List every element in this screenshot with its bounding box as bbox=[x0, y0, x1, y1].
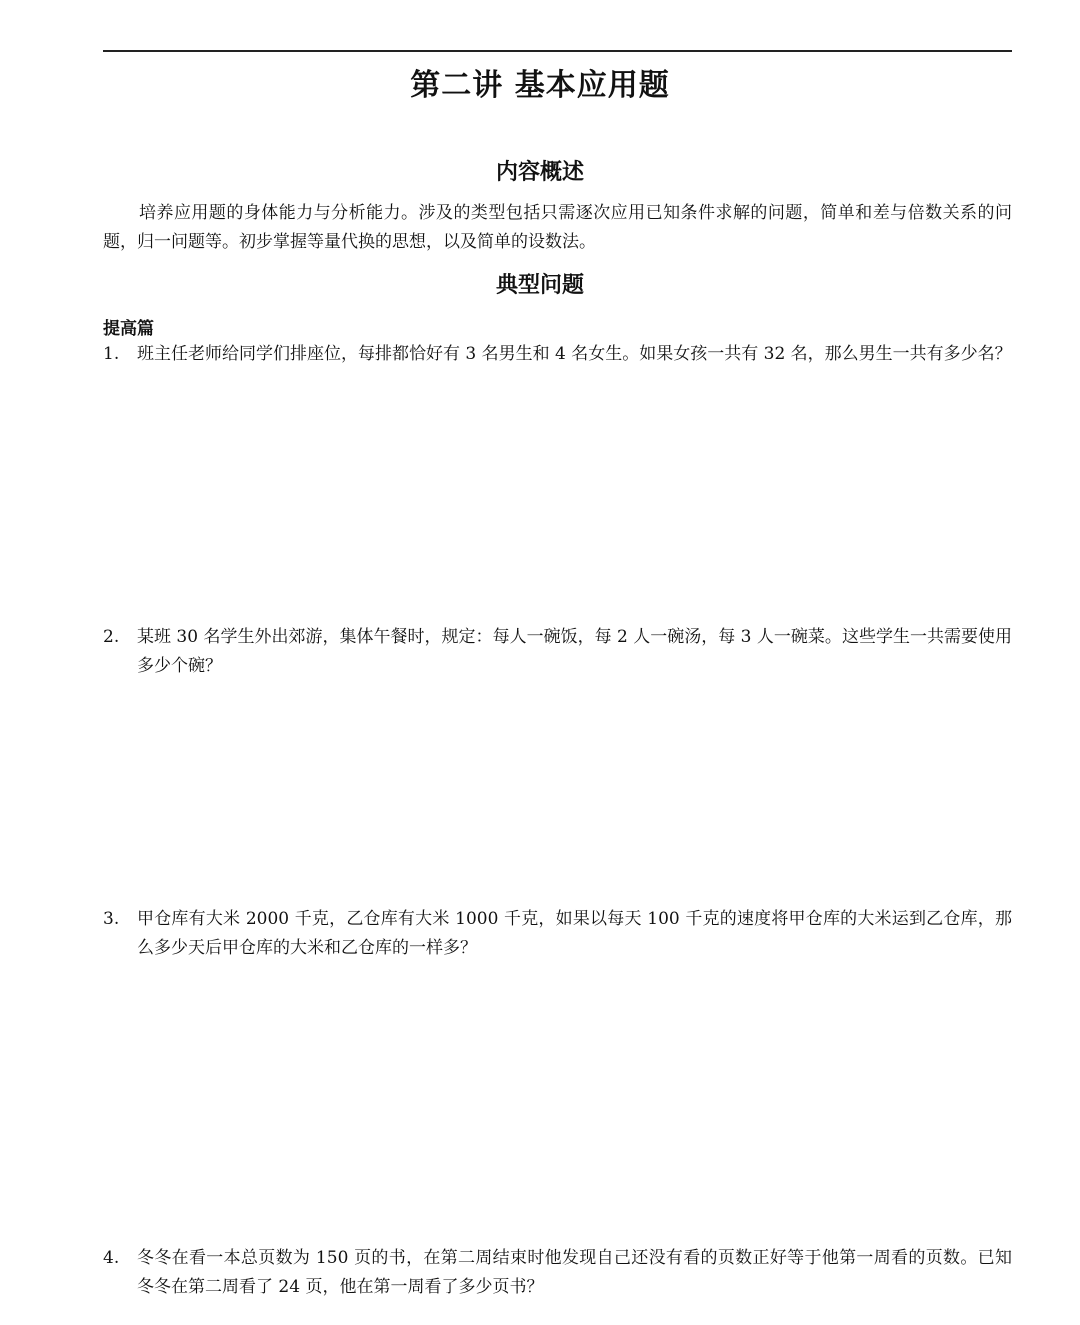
subsection-label: 提高篇 bbox=[103, 319, 154, 339]
header-rule bbox=[103, 50, 1012, 52]
problems-heading: 典型问题 bbox=[495, 273, 584, 298]
problem-text: 甲仓库有大米 2000 千克，乙仓库有大米 1000 千克，如果以每天 100 千克的速度将甲仓库的大米运到乙仓库，那么多少天后甲仓库的大米和乙仓库的一样多？ bbox=[137, 909, 1012, 958]
problem-item bbox=[103, 905, 1012, 963]
overview-paragraph: 培养应用题的身体能力与分析能力。涉及的类型包括只需逐次应用已知条件求解的问题，简单和差与倍数关系的问题，归一问题等。初步掌握等量代换的思想，以及简单的设数法。 bbox=[103, 203, 1012, 252]
problem-item bbox=[103, 1244, 1012, 1302]
problem-number: 3. bbox=[103, 909, 120, 929]
problem-item bbox=[103, 623, 1012, 681]
problem-number: 1. bbox=[103, 344, 120, 364]
overview-heading: 内容概述 bbox=[495, 160, 584, 185]
problem-item bbox=[103, 340, 1012, 369]
problem-text: 某班 30 名学生外出郊游，集体午餐时，规定：每人一碗饭，每 2 人一碗汤，每 3 人一碗菜。这些学生一共需要使用多少个碗？ bbox=[137, 627, 1012, 676]
problem-number: 2. bbox=[103, 627, 120, 647]
problem-text: 冬冬在看一本总页数为 150 页的书，在第二周结束时他发现自己还没有看的页数正好等于他第一周看的页数。已知冬冬在第二周看了 24 页，他在第一周看了多少页书？ bbox=[137, 1248, 1012, 1297]
problem-text: 班主任老师给同学们排座位，每排都恰好有 3 名男生和 4 名女生。如果女孩一共有 32 名，那么男生一共有多少名？ bbox=[137, 344, 1012, 364]
page-title: 第二讲 基本应用题 bbox=[410, 68, 670, 103]
problem-number: 4. bbox=[103, 1248, 120, 1268]
